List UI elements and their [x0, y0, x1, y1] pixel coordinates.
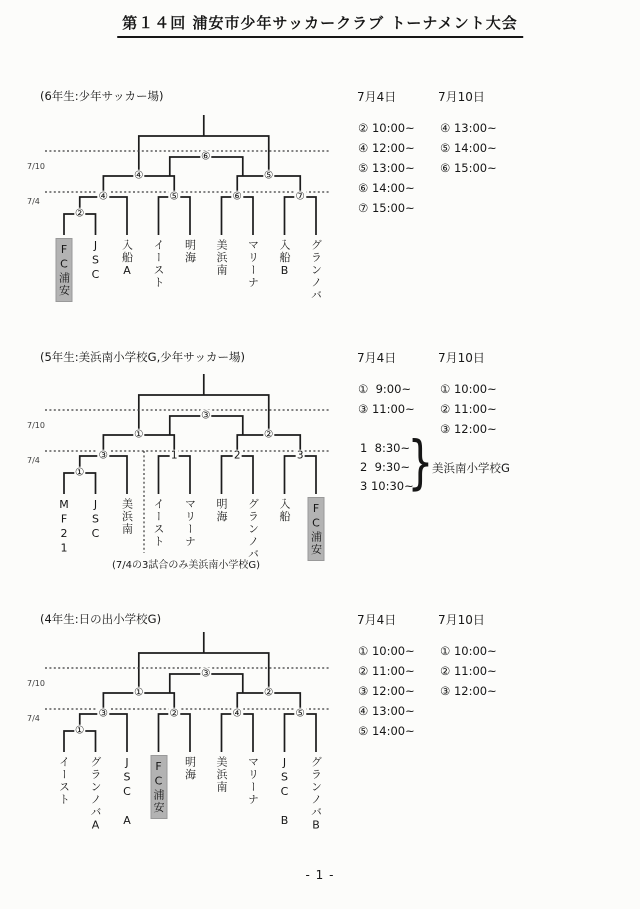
- schedule-entry: ④ 13:00~: [358, 704, 415, 718]
- team-name: JSC A: [120, 756, 134, 829]
- side-label-jul4: 7/4: [27, 456, 40, 465]
- match-number-semifinal: ①: [134, 428, 144, 441]
- match-number-semifinal: ⑤: [264, 169, 274, 182]
- match-number-playin: ①: [75, 724, 85, 737]
- day-label-jul10: 7月10日: [438, 351, 485, 365]
- match-number-semifinal: ①: [134, 686, 144, 699]
- match-number-semifinal: ②: [264, 686, 274, 699]
- sub-schedule-entry: 3 10:30~: [360, 479, 414, 493]
- team-name: イースト: [57, 756, 71, 806]
- sub-schedule-entry: 2 9:30~: [360, 460, 411, 474]
- team-name-highlighted: FC浦安: [57, 239, 72, 301]
- match-number-final: ③: [201, 409, 211, 422]
- side-label-jul4: 7/4: [27, 714, 40, 723]
- schedule-entry: ③ 11:00~: [358, 402, 415, 416]
- team-name: 明海: [183, 756, 197, 781]
- schedule-entry: ⑦ 15:00~: [358, 201, 415, 215]
- match-number-final: ③: [201, 667, 211, 680]
- schedule-entry: ④ 12:00~: [358, 141, 415, 155]
- side-label-jul10: 7/10: [27, 162, 45, 171]
- team-name-highlighted: FC浦安: [151, 756, 166, 818]
- schedule-entry: ⑥ 15:00~: [440, 161, 497, 175]
- match-number-quarterfinal: ③: [98, 449, 109, 462]
- team-name: マリーナ: [246, 756, 260, 806]
- match-number-semifinal: ②: [264, 428, 274, 441]
- team-name: 明海: [215, 498, 228, 523]
- page-number: - 1 -: [305, 868, 335, 882]
- team-name: 入船A: [120, 239, 134, 279]
- match-number-final: ⑥: [201, 150, 211, 163]
- team-name: 入船: [278, 498, 291, 523]
- team-name: JSC: [89, 498, 102, 542]
- team-name: イースト: [152, 239, 165, 289]
- day-label-jul4: 7月4日: [357, 90, 397, 104]
- match-number-playin: ②: [75, 207, 85, 220]
- match-number-semifinal: ④: [134, 169, 144, 182]
- schedule-entry: ③ 12:00~: [440, 422, 497, 436]
- schedule-entry: ② 11:00~: [440, 402, 497, 416]
- section-header: (5年生:美浜南小学校G,少年サッカー場): [40, 350, 245, 364]
- match-number-quarterfinal: 2: [233, 449, 241, 462]
- match-number-quarterfinal: ⑤: [295, 707, 305, 720]
- day-label-jul10: 7月10日: [438, 90, 485, 104]
- sub-schedule-venue: 美浜南小学校G: [432, 461, 510, 475]
- team-name: 美浜南: [215, 756, 228, 794]
- team-name: マリーナ: [183, 498, 197, 548]
- schedule-entry: ② 11:00~: [440, 664, 497, 678]
- team-name: グランノバ: [246, 498, 260, 561]
- match-number-quarterfinal: ④: [98, 190, 109, 203]
- schedule-brace: }: [407, 428, 434, 496]
- team-name: イースト: [152, 498, 165, 548]
- match-number-quarterfinal: ②: [169, 707, 179, 720]
- match-number-quarterfinal: ⑦: [295, 190, 305, 203]
- team-name-highlighted: FC浦安: [309, 498, 324, 560]
- schedule-entry: ③ 12:00~: [358, 684, 415, 698]
- section-header: (4年生:日の出小学校G): [40, 612, 162, 626]
- venue-footnote: (7/4の3試合のみ美浜南小学校G): [112, 560, 261, 571]
- team-name: マリーナ: [246, 239, 260, 289]
- day-label-jul10: 7月10日: [438, 613, 485, 627]
- team-name: グランノバA: [89, 756, 102, 833]
- team-name: JSC B: [278, 756, 291, 829]
- team-name: JSC: [89, 239, 102, 283]
- team-name: 入船B: [278, 239, 291, 279]
- team-name: 美浜南: [120, 498, 134, 536]
- day-label-jul4: 7月4日: [357, 613, 397, 627]
- team-name: グランノバ: [309, 239, 323, 302]
- match-number-quarterfinal: 1: [170, 449, 178, 462]
- page-title: 第１４回 浦安市少年サッカークラブ トーナメント大会: [117, 12, 523, 38]
- team-name: グランノバB: [309, 756, 323, 833]
- schedule-entry: ① 10:00~: [358, 644, 415, 658]
- team-name: MF21: [57, 498, 71, 556]
- team-name: 明海: [183, 239, 197, 264]
- schedule-entry: ② 10:00~: [358, 121, 415, 135]
- schedule-entry: ⑤ 14:00~: [440, 141, 497, 155]
- team-name: 美浜南: [215, 239, 228, 277]
- match-number-playin: ①: [75, 466, 85, 479]
- schedule-entry: ⑤ 14:00~: [358, 724, 415, 738]
- side-label-jul10: 7/10: [27, 421, 45, 430]
- match-number-quarterfinal: ④: [232, 707, 242, 720]
- sub-schedule-entry: 1 8:30~: [360, 441, 411, 455]
- schedule-entry: ① 10:00~: [440, 382, 497, 396]
- day-label-jul4: 7月4日: [357, 351, 397, 365]
- match-number-quarterfinal: ③: [98, 707, 109, 720]
- match-number-quarterfinal: ⑥: [232, 190, 242, 203]
- match-number-quarterfinal: ⑤: [169, 190, 179, 203]
- schedule-entry: ① 9:00~: [358, 382, 412, 396]
- section-header: (6年生:少年サッカー場): [40, 89, 164, 103]
- schedule-entry: ① 10:00~: [440, 644, 497, 658]
- schedule-entry: ④ 13:00~: [440, 121, 497, 135]
- schedule-entry: ⑥ 14:00~: [358, 181, 415, 195]
- side-label-jul4: 7/4: [27, 197, 40, 206]
- match-number-quarterfinal: 3: [296, 449, 304, 462]
- side-label-jul10: 7/10: [27, 679, 45, 688]
- schedule-entry: ⑤ 13:00~: [358, 161, 415, 175]
- schedule-entry: ③ 12:00~: [440, 684, 497, 698]
- schedule-entry: ② 11:00~: [358, 664, 415, 678]
